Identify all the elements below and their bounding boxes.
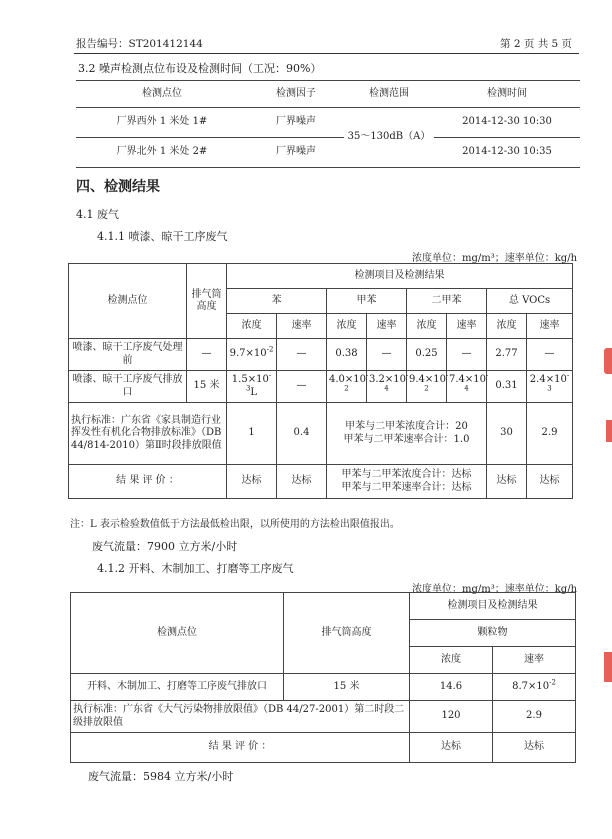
cell-value: $9.4\times 10^{-2}$ [407,371,447,403]
header-rule [74,53,579,54]
eval-benzene-conc: 达标 [227,465,277,499]
std-toluene-xylene: 甲苯与二甲苯浓度合计：20 甲苯与二甲苯速率合计：1.0 [327,403,487,465]
cell-value: — [277,371,327,403]
std-vocs-rate: 2.9 [527,403,573,465]
col-header: 检测因子 [248,81,344,108]
conc-header: 浓度 [327,314,367,339]
pollutant-vocs: 总 VOCs [487,289,573,314]
conc-header: 浓度 [410,647,493,674]
col-header: 检测范围 [344,81,434,108]
header-height: 排气筒高度 [284,593,410,674]
cell-value: 0.25 [407,339,447,371]
noise-point: 厂界北外 1 米处 2# [76,138,248,168]
stamp-mark [604,652,612,682]
noise-point: 厂界西外 1 米处 1# [76,108,248,138]
units-note: 浓度单位：mg/m³；速率单位：kg/h [412,253,578,264]
page-number: 第 2 页 共 5 页 [500,38,573,50]
header-height: 排气筒高度 [187,264,227,339]
point-before: 喷漆、晾干工序废气处理前 [69,339,187,371]
pollutant-particulate: 颗粒物 [410,620,576,647]
section-4-title: 四、检测结果 [76,179,160,195]
point-outlet: 喷漆、晾干工序废气排放口 [69,371,187,403]
cell-value: $9.7\times 10^{-2}$ [227,339,277,371]
std-rate: 2.9 [493,701,576,733]
noise-factor: 厂界噪声 [248,108,344,138]
rate-header: 速率 [527,314,573,339]
rate-header: 速率 [277,314,327,339]
eval-benzene-rate: 达标 [277,465,327,499]
cell-value: 14.6 [410,674,493,701]
std-conc: 120 [410,701,493,733]
standard-text: 执行标准：广东省《大气污染物排放限值》（DB 44/27-2001）第二时段二级排放限值 [71,701,410,733]
standard-text: 执行标准：广东省《家具制造行业挥发性有机化合物排放标准》（DB 44/814-2010）第Ⅱ时段排放限值 [69,403,227,465]
subsection-4-1-2: 4.1.2 开料、木制加工、打磨等工序废气 [97,562,294,575]
stamp-mark [604,348,612,374]
header-items: 检测项目及检测结果 [227,264,573,289]
cell-value: 0.38 [327,339,367,371]
exhaust-table-1 [68,263,573,499]
header-point: 检测点位 [71,593,284,674]
conc-header: 浓度 [407,314,447,339]
exhaust-table-2 [70,592,576,763]
cell-value: $7.4\times 10^{-4}$ [447,371,487,403]
rate-header: 速率 [493,647,576,674]
cell-value: 0.31 [487,371,527,403]
report-number: 报告编号：ST201412144 [76,38,203,50]
noise-factor: 厂界噪声 [248,138,344,168]
conc-header: 浓度 [227,314,277,339]
std-benzene-rate: 0.4 [277,403,327,465]
units-note: 浓度单位：mg/m³；速率单位：kg/h [412,584,578,595]
stamp-mark [606,420,612,442]
subsection-4-1: 4.1 废气 [76,208,119,221]
eval-label: 结 果 评 价 ： [69,465,227,499]
cell-value: — [527,339,573,371]
eval-rate: 达标 [493,733,576,763]
cell-value: $2.4\times 10^{-3}$ [527,371,573,403]
col-header: 检测点位 [76,81,248,108]
cell-value: 2.77 [487,339,527,371]
std-vocs-conc: 30 [487,403,527,465]
cell-value: $8.7\times 10^{-2}$ [493,674,576,701]
noise-time: 2014-12-30 10:30 [434,108,580,138]
cell-value: — [447,339,487,371]
noise-range: 35～130dB（A） [344,108,434,168]
eval-vocs-rate: 达标 [527,465,573,499]
cell-value: — [367,339,407,371]
flow-rate-2: 废气流量：5984 立方米/小时 [88,770,234,783]
cell-value: $1.5\times 10^{-3}L$ [227,371,277,403]
height-value: — [187,339,227,371]
cell-value: $3.2\times 10^{-4}$ [367,371,407,403]
eval-toluene-xylene: 甲苯与二甲苯浓度合计：达标 甲苯与二甲苯速率合计：达标 [327,465,487,499]
section-3-2-title: 3.2 噪声检测点位布设及检测时间（工况：90%） [78,62,322,75]
eval-label: 结 果 评 价 ： [71,733,410,763]
pollutant-toluene: 甲苯 [327,289,407,314]
note: 注：L 表示检验数值低于方法最低检出限，以所使用的方法检出限值报出。 [70,519,400,530]
cell-value: $4.0\times 10^{-2}$ [327,371,367,403]
noise-time: 2014-12-30 10:35 [434,138,580,168]
noise-table [76,80,580,168]
header-point: 检测点位 [69,264,187,339]
subsection-4-1-1: 4.1.1 喷漆、晾干工序废气 [97,230,228,243]
std-benzene-conc: 1 [227,403,277,465]
pollutant-benzene: 苯 [227,289,327,314]
height-value: 15 米 [284,674,410,701]
height-value: 15 米 [187,371,227,403]
header-items: 检测项目及检测结果 [410,593,576,620]
eval-vocs-conc: 达标 [487,465,527,499]
conc-header: 浓度 [487,314,527,339]
pollutant-xylene: 二甲苯 [407,289,487,314]
col-header: 检测时间 [434,81,580,108]
point-outlet: 开料、木制加工、打磨等工序废气排放口 [71,674,284,701]
cell-value: — [277,339,327,371]
eval-conc: 达标 [410,733,493,763]
rate-header: 速率 [367,314,407,339]
flow-rate-1: 废气流量：7900 立方米/小时 [92,540,238,553]
rate-header: 速率 [447,314,487,339]
